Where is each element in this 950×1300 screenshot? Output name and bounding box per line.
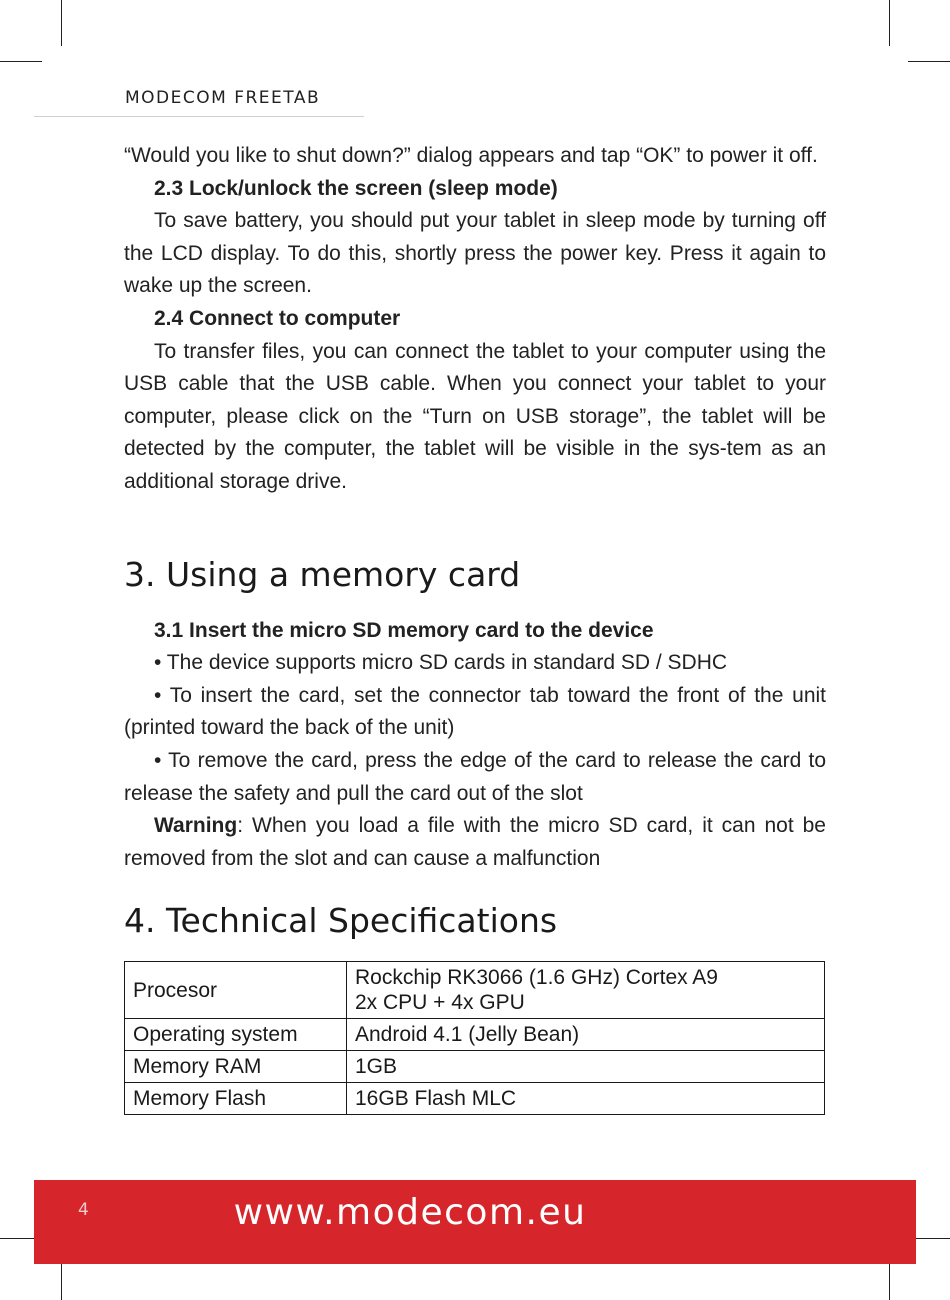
spec-value: [347, 962, 825, 1019]
spec-label: Memory RAM: [125, 1051, 347, 1083]
warning-text: : When you load a file with the micro SD card, it can not be removed from the slot and can cause a malfunction: [124, 814, 826, 870]
spec-table: [124, 961, 825, 1115]
spec-value: Android 4.1 (Jelly Bean): [347, 1019, 825, 1051]
spec-label: Operating system: [125, 1019, 347, 1051]
bullet-item: • The device supports micro SD cards in standard SD / SDHC: [154, 651, 728, 675]
table-row: [125, 1019, 825, 1051]
spec-value-line: 2x CPU + 4x GPU: [355, 991, 525, 1015]
section-2-3-heading: 2.3 Lock/unlock the screen (sleep mode): [154, 176, 558, 200]
section-2-3-text: To save battery, you should put your tablet in sleep mode by turning off the LCD display. To do this, shortly press the power key. Press it again to wake up the screen.: [124, 209, 826, 298]
page-content: [124, 140, 826, 1115]
page-number: 4: [78, 1200, 89, 1220]
crop-mark: [889, 0, 890, 46]
crop-mark: [908, 61, 950, 62]
spec-value-line: Rockchip RK3066 (1.6 GHz) Cortex A9: [355, 966, 718, 990]
table-row: [125, 1051, 825, 1083]
bullet-item: • To insert the card, set the connector tab toward the front of the unit (printed toward the back of the unit): [124, 683, 826, 740]
table-row: [125, 1083, 825, 1115]
intro-paragraph: “Would you like to shut down?” dialog appears and tap “OK” to power it off.: [124, 144, 818, 167]
section-2-4-text: To transfer files, you can connect the tablet to your computer using the USB cable that the USB cable. When you connect your tablet to your computer, please click on the “Turn on USB storage”, the tablet will be detected by the computer, the tablet will be visible in the sys-tem as an additional storage drive.: [124, 339, 826, 493]
crop-mark: [0, 61, 42, 62]
spec-label: Memory Flash: [125, 1083, 347, 1115]
section-4-title: 4. Technical Specifications: [124, 901, 558, 941]
footer-bar: [34, 1180, 916, 1264]
running-header: MODECOM FREETAB: [125, 88, 321, 108]
spec-value: 1GB: [347, 1051, 825, 1083]
warning-label: Warning: [154, 814, 238, 838]
spec-label: Procesor: [125, 962, 347, 1019]
bullet-item: • To remove the card, press the edge of the card to release the card to release the safety and pull the card out of the slot: [124, 748, 826, 805]
crop-mark: [61, 0, 62, 46]
section-2-4-heading: 2.4 Connect to computer: [154, 306, 401, 330]
section-3-1-heading: 3.1 Insert the micro SD memory card to the device: [154, 618, 654, 642]
header-rule: [34, 116, 364, 117]
table-row: [125, 962, 825, 1019]
spec-value: 16GB Flash MLC: [347, 1083, 825, 1115]
section-3-title: 3. Using a memory card: [124, 554, 521, 594]
footer-url: www.modecom.eu: [233, 1192, 587, 1233]
warning-paragraph: [124, 810, 826, 875]
